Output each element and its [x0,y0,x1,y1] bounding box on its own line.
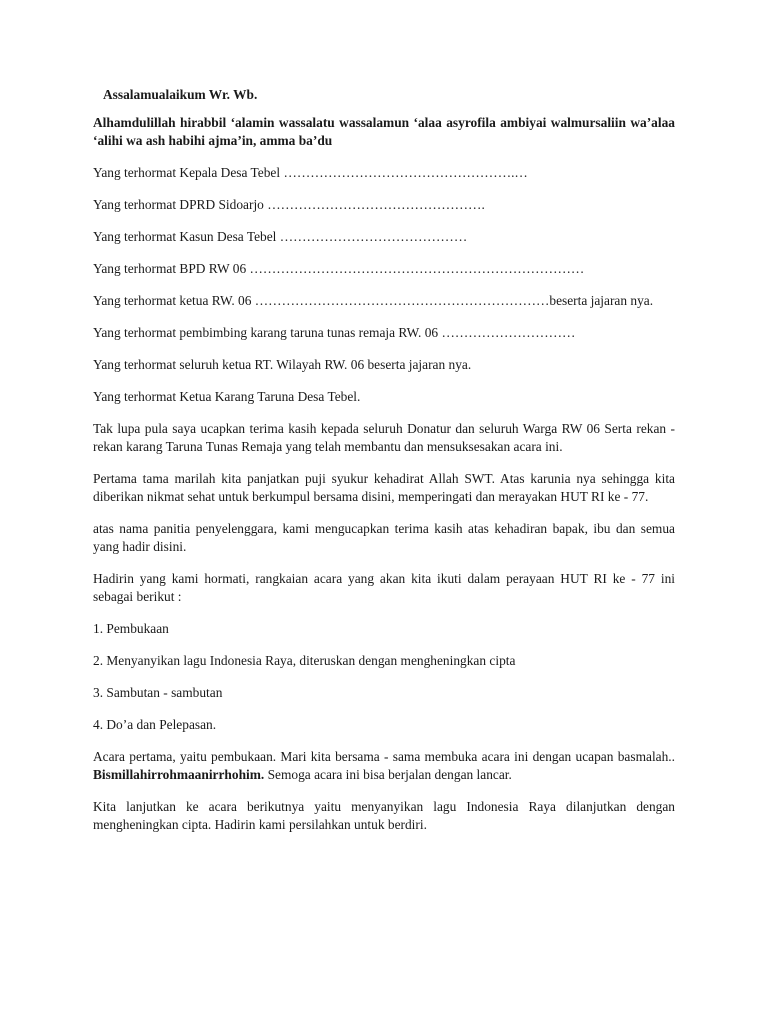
agenda-intro-paragraph: Hadirin yang kami hormati, rangkaian acara yang akan kita ikuti dalam perayaan HUT RI ke - 77 ini sebagai berikut : [93,571,675,604]
opening-act-text: Acara pertama, yaitu pembukaan. Mari kita bersama - sama membuka acara ini dengan ucapan basmalah.. [93,749,675,764]
greeting: Assalamualaikum Wr. Wb. [103,87,258,102]
honorific-line: Yang terhormat Ketua Karang Taruna Desa Tebel. [93,389,361,404]
honorific-line: Yang terhormat BPD RW 06 ………………………………………………………………… [93,261,585,276]
thanks-paragraph: Tak lupa pula saya ucapkan terima kasih kepada seluruh Donatur dan seluruh Warga RW 06 Serta rekan - rekan karang Taruna Tunas Remaja yang telah membantu dan mensuksesakan acara ini. [93,421,675,454]
gratitude-paragraph: Pertama tama marilah kita panjatkan puji syukur kehadirat Allah SWT. Atas karunia nya sehingga kita diberikan nikmat sehat untuk berkumpul bersama disini, memperingati dan merayakan HUT RI ke - 77. [93,471,675,504]
agenda-item: 4. Do’a dan Pelepasan. [93,717,217,732]
agenda-item: 1. Pembukaan [93,621,169,636]
opening-prayer: Alhamdulillah hirabbil ‘alamin wassalatu wassalamun ‘alaa asyrofila ambiyai walmursaliin wa’alaa ‘alihi wa ash habihi ajma’in, amma ba’du [93,115,675,148]
basmalah-text: Bismillahirrohmaanirrhohim. [93,767,265,782]
honorific-line: Yang terhormat DPRD Sidoarjo …………………………………………. [93,197,485,212]
opening-act-closing-text: Semoga acara ini bisa berjalan dengan lancar. [264,767,512,782]
honorific-line: Yang terhormat Kasun Desa Tebel …………………………………… [93,229,468,244]
opening-act-paragraph [93,748,675,784]
document-page [93,86,675,848]
honorific-line: Yang terhormat ketua RW. 06 …………………………………………………………beserta jajaran nya. [93,293,654,308]
anthem-paragraph: Kita lanjutkan ke acara berikutnya yaitu menyanyikan lagu Indonesia Raya dilanjutkan dengan mengheningkan cipta. Hadirin kami persilahkan untuk berdiri. [93,799,675,832]
agenda-item: 3. Sambutan - sambutan [93,685,223,700]
agenda-item: 2. Menyanyikan lagu Indonesia Raya, diteruskan dengan mengheningkan cipta [93,653,516,668]
honorific-line: Yang terhormat pembimbing karang taruna tunas remaja RW. 06 ………………………… [93,325,576,340]
honorific-line: Yang terhormat seluruh ketua RT. Wilayah RW. 06 beserta jajaran nya. [93,357,472,372]
honorific-line: Yang terhormat Kepala Desa Tebel …………………………………………….… [93,165,528,180]
committee-paragraph: atas nama panitia penyelenggara, kami mengucapkan terima kasih atas kehadiran bapak, ibu dan semua yang hadir disini. [93,521,675,554]
